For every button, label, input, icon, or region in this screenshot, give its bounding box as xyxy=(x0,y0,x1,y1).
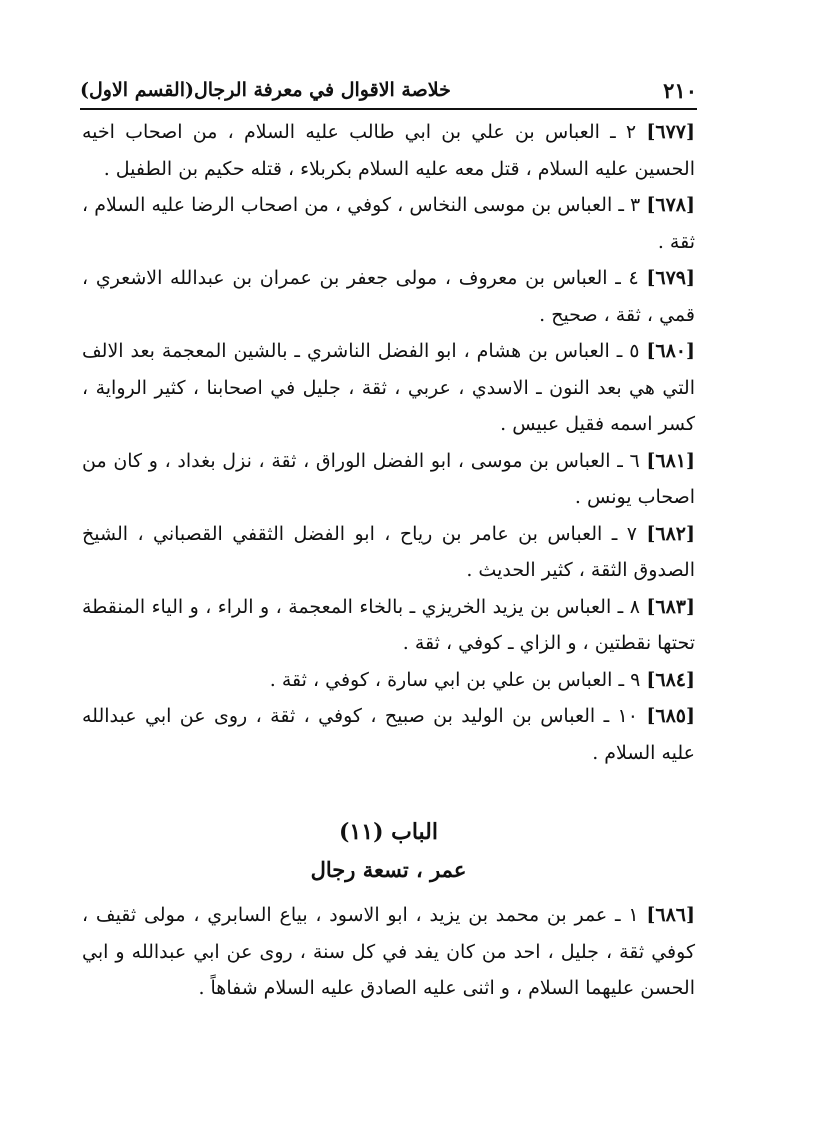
entry-text: ٩ ـ العباس بن علي بن ابي سارة ، كوفي ، ثقة . xyxy=(269,668,647,691)
entry-text: ٥ ـ العباس بن هشام ، ابو الفضل الناشري ـ بالشين المعجمة بعد الالف التي هي بعد النون ـ الاسدي ، عربي ، ثقة ، جليل في اصحابنا ، كثير الرواية ، كسر اسمه فقيل عبيس . xyxy=(82,340,695,435)
entry-683 xyxy=(82,589,695,662)
running-title: خلاصة الاقوال في معرفة الرجال(القسم الاول) xyxy=(80,79,451,101)
entry-number: [٦٨٠] xyxy=(646,340,695,362)
entry-text: ٨ ـ العباس بن يزيد الخريزي ـ بالخاء المعجمة ، و الراء ، و الياء المنقطة تحتها نقطتين ، و الزاي ـ كوفي ، ثقة . xyxy=(82,595,695,654)
entry-684 xyxy=(82,662,695,699)
page-number: ٢١٠ xyxy=(663,77,697,103)
entry-number: [٦٨١] xyxy=(646,449,695,472)
entry-text: ١ ـ عمر بن محمد بن يزيد ، ابو الاسود ، بياع السابري ، مولى ثقيف ، كوفي ثقة ، جليل ، احد من كان يفد في كل سنة ، روى عن ابي عبدالله و ابي الحسن عليهما السلام ، و اثنى عليه الصادق عليه السلام شفاهاً . xyxy=(82,904,695,999)
entry-number: [٦٧٨] xyxy=(646,194,695,216)
entry-text: ٤ ـ العباس بن معروف ، مولى جعفر بن عمران بن عبدالله الاشعري ، قمي ، ثقة ، صحيح . xyxy=(82,267,695,326)
entry-text: ٦ ـ العباس بن موسى ، ابو الفضل الوراق ، ثقة ، نزل بغداد ، و كان من اصحاب يونس . xyxy=(82,449,695,508)
entry-number: [٦٨٣] xyxy=(646,595,695,618)
entry-text: ١٠ ـ العباس بن الوليد بن صبيح ، كوفي ، ثقة ، روى عن ابي عبدالله عليه السلام . xyxy=(82,705,695,764)
page-header xyxy=(80,74,697,106)
entry-text: ٣ ـ العباس بن موسى النخاس ، كوفي ، من اصحاب الرضا عليه السلام ، ثقة . xyxy=(82,194,695,253)
entry-number: [٦٧٩] xyxy=(646,267,695,289)
entry-number: [٦٨٦] xyxy=(646,904,695,926)
entry-678 xyxy=(82,187,695,260)
entry-text: ٧ ـ العباس بن عامر بن رياح ، ابو الفضل الثقفي القصباني ، الشيخ الصدوق الثقة ، كثير الحديث . xyxy=(82,522,695,581)
entry-677 xyxy=(82,114,695,187)
subsection-spacer xyxy=(82,889,695,897)
entry-685 xyxy=(82,698,695,771)
header-rule xyxy=(80,108,697,110)
section-title: الباب (١١) xyxy=(339,819,438,845)
entry-681 xyxy=(82,443,695,516)
entry-number: [٦٨٢] xyxy=(646,522,695,545)
entry-679 xyxy=(82,260,695,333)
entry-number: [٦٨٥] xyxy=(646,705,695,727)
page-body xyxy=(82,114,695,1007)
entry-686 xyxy=(82,897,695,1007)
section-subtitle: عمر ، تسعة رجال xyxy=(310,857,467,882)
entry-text: ٢ ـ العباس بن علي بن ابي طالب عليه السلام ، من اصحاب اخيه الحسين عليه السلام ، قتل معه عليه السلام بكربلاء ، قتله حكيم بن الطفيل . xyxy=(82,121,695,180)
entry-number: [٦٧٧] xyxy=(646,121,695,143)
entry-682 xyxy=(82,516,695,589)
entry-680 xyxy=(82,333,695,443)
entry-number: [٦٨٤] xyxy=(646,668,695,691)
section-spacer xyxy=(82,771,695,813)
